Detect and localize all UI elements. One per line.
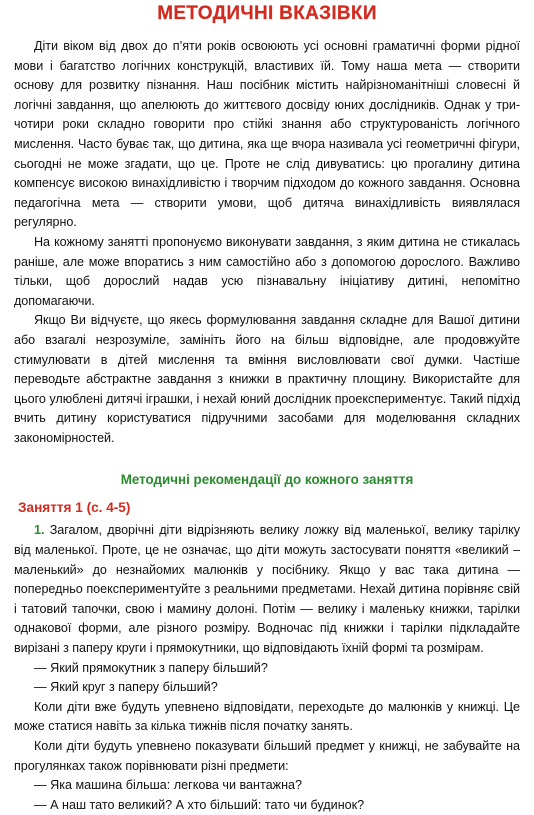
section-heading: Методичні рекомендації до кожного заняття	[120, 472, 414, 488]
task-text: Загалом, дворічні діти відрізняють велику ложку від маленької, велику тарілку від маленької. Проте, це не означає, що діти можуть застосувати поняття «великий – маленький» до незнайомих малюнків у посібнику. Якщо у вас така дитина — попередньо поекспериментуйте з реальними предметами. Нехай дитина порівняє свій і татовий тапочки, свою і мамину долоні. Потім — велику і маленьку книжки, тарілки однакової форми, але різного розміру. Водночас під книжки і тарілки підкладайте вирізані з паперу круги і прямокутники, що відповідають їхній формі та розмірам.	[14, 523, 520, 656]
question-line: — Яка машина більша: легкова чи вантажна?	[34, 778, 303, 793]
question-line: — Який круг з паперу більший?	[34, 680, 218, 695]
follow-up-paragraph-1: Коли діти вже будуть упевнено відповідати, переходьте до малюнків у книжці. Це може статися навіть за кілька тижнів після початку занять.	[14, 699, 520, 734]
intro-paragraph-3: Якщо Ви відчуєте, що якесь формулювання завдання складне для Вашої дитини або взагалі незрозуміле, замініть його на більш відповідне, але продовжуйте стимулювати в дітей мислення та вміння висловлювати свої думки. Частіше переводьте абстрактне завдання з книжки в практичну площину. Використайте для цього улюблені дитячі іграшки, і нехай юний дослідник проекспериментує. Такий підхід вчить дитину користуватися підручними засобами для моделювання складних закономірностей.	[14, 313, 520, 445]
intro-paragraph-2: На кожному занятті пропонуємо виконувати завдання, з яким дитина не стикалась раніше, але може впоратись з ним самостійно або з допомогою дорослого. Важливо тільки, щоб дорослий надав усю пізнавальну ініціативу дитині, непомітно допомагаючи.	[14, 234, 520, 308]
task-number: 1.	[34, 523, 45, 538]
lesson-heading: Заняття 1 (с. 4-5)	[18, 500, 131, 516]
intro-paragraph-1: Діти віком від двох до п’яти років освоюють усі основні граматичні форми рідної мови і багатство логічних конструкцій, властивих їй. Тому наша мета — створити основу для розвитку пізнання. Наш посібник містить найрізноманітніші словесні й логічні завдання, що апелюють до життєвого досвіду юних дослідників. Однак у три-чотири роки складно говорити про стійкі знання або структурованість логічного мислення. Часто буває так, що дитина, яка ще вчора називала усі геометричні фігури, сьогодні не може згадати, що це. Проте не слід дивуватись: цю прогалину дитина компенсує високою винахідливістю і творчим підходом до кожного завдання. Основна педагогічна мета — створити умови, щоб дитяча винахідливість виявлялася регулярно.	[14, 39, 520, 230]
task-paragraph	[14, 521, 520, 658]
page-title: МЕТОДИЧНІ ВКАЗІВКИ	[157, 3, 377, 24]
question-line: — А наш тато великий? А хто більший: тато чи будинок?	[34, 797, 365, 812]
follow-up-paragraph-2: Коли діти будуть упевнено показувати більший предмет у книжці, не забувайте на прогулянках також порівнювати різні предмети:	[14, 739, 520, 773]
question-line: — Який прямокутник з паперу більший?	[34, 660, 268, 675]
